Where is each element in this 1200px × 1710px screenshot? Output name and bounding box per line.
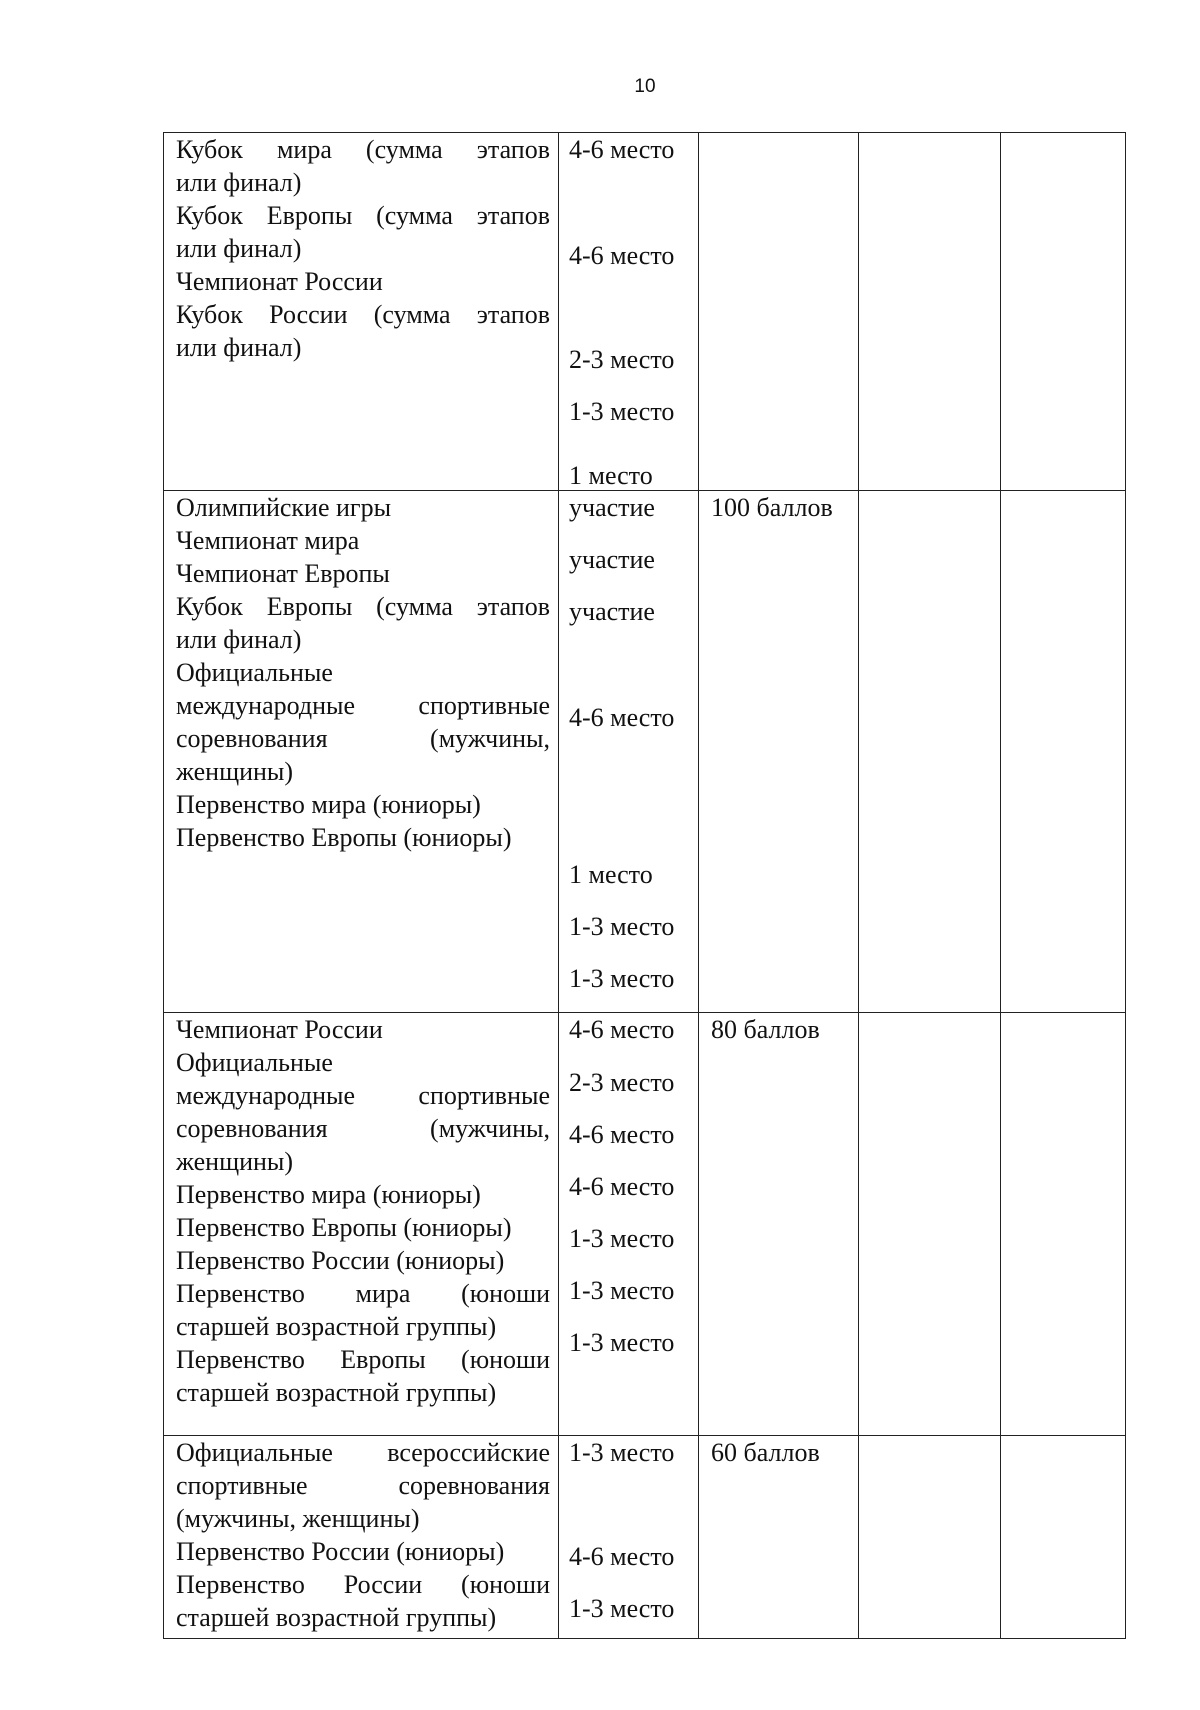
event-name-line: Первенство мира (юниоры): [176, 1180, 481, 1209]
event-name-line: женщины): [176, 757, 294, 786]
event-name-line: Официальные всероссийские: [176, 1438, 550, 1467]
place-value: 1-3 место: [569, 964, 675, 993]
event-name-line: международные спортивные: [176, 691, 550, 720]
event-name-line: старшей возрастной группы): [176, 1378, 497, 1407]
event-name-line: или финал): [176, 625, 302, 654]
extra-cell-1: [859, 491, 1001, 1013]
table-row: [164, 1013, 1126, 1436]
place-value: 1-3 место: [569, 1328, 675, 1357]
extra-cell-2: [1001, 1436, 1126, 1639]
place-value: 1-3 место: [569, 1224, 675, 1253]
place-value: участие: [569, 597, 655, 626]
event-name-line: Первенство России (юниоры): [176, 1537, 505, 1566]
place-value: 2-3 место: [569, 345, 675, 374]
table-row: [164, 133, 1126, 491]
event-name-line: Чемпионат мира: [176, 526, 360, 555]
event-name-line: Чемпионат России: [176, 1015, 383, 1044]
event-name-line: Официальные: [176, 1048, 333, 1077]
event-name-line: Чемпионат Европы: [176, 559, 390, 588]
event-name-line: Чемпионат России: [176, 267, 383, 296]
place-value: 1-3 место: [569, 912, 675, 941]
points-cell: [699, 133, 859, 491]
place-value: 4-6 место: [569, 1120, 675, 1149]
event-name-line: Кубок Европы (сумма этапов: [176, 201, 550, 230]
place-value: 4-6 место: [569, 1542, 675, 1571]
event-name-line: соревнования (мужчины,: [176, 724, 550, 753]
event-name-line: женщины): [176, 1147, 294, 1176]
event-name-line: старшей возрастной группы): [176, 1603, 497, 1632]
event-name-line: Первенство мира (юноши: [176, 1279, 550, 1308]
event-name-line: Первенство России (юноши: [176, 1570, 550, 1599]
place-value: 4-6 место: [569, 135, 675, 164]
points-cell: 80 баллов: [699, 1013, 859, 1436]
event-name-line: Первенство мира (юниоры): [176, 790, 481, 819]
points-cell: 100 баллов: [699, 491, 859, 1013]
event-name-line: Олимпийские игры: [176, 493, 392, 522]
extra-cell-1: [859, 1436, 1001, 1639]
place-value: 1 место: [569, 860, 653, 889]
event-name-line: (мужчины, женщины): [176, 1504, 420, 1533]
page-number: 10: [634, 76, 656, 97]
place-cell: [559, 1436, 699, 1639]
place-value: 4-6 место: [569, 1172, 675, 1201]
place-cell: [559, 1013, 699, 1436]
event-name-line: Первенство Европы (юниоры): [176, 1213, 512, 1242]
event-cell: [164, 1013, 559, 1436]
event-name-line: Первенство Европы (юниоры): [176, 823, 512, 852]
table-row: [164, 1436, 1126, 1639]
event-name-line: соревнования (мужчины,: [176, 1114, 550, 1143]
results-table: [163, 132, 1126, 1639]
event-name-line: Кубок Европы (сумма этапов: [176, 592, 550, 621]
event-name-line: старшей возрастной группы): [176, 1312, 497, 1341]
place-value: 1-3 место: [569, 397, 675, 426]
event-name-line: Первенство Европы (юноши: [176, 1345, 550, 1374]
event-cell: [164, 491, 559, 1013]
event-name-line: или финал): [176, 168, 302, 197]
event-name-line: Первенство России (юниоры): [176, 1246, 505, 1275]
place-value: участие: [569, 493, 655, 522]
place-cell: [559, 491, 699, 1013]
place-value: 1 место: [569, 461, 653, 490]
event-name-line: или финал): [176, 333, 302, 362]
place-value: 1-3 место: [569, 1438, 675, 1467]
event-cell: [164, 1436, 559, 1639]
place-value: 1-3 место: [569, 1276, 675, 1305]
place-value: 4-6 место: [569, 1015, 675, 1044]
extra-cell-2: [1001, 1013, 1126, 1436]
extra-cell-1: [859, 1013, 1001, 1436]
extra-cell-2: [1001, 133, 1126, 491]
table-row: [164, 491, 1126, 1013]
event-name-line: Кубок мира (сумма этапов: [176, 135, 550, 164]
event-name-line: Кубок России (сумма этапов: [176, 300, 550, 329]
points-cell: 60 баллов: [699, 1436, 859, 1639]
place-cell: [559, 133, 699, 491]
event-name-line: или финал): [176, 234, 302, 263]
event-cell: [164, 133, 559, 491]
place-value: 1-3 место: [569, 1594, 675, 1623]
event-name-line: Официальные: [176, 658, 333, 687]
place-value: 2-3 место: [569, 1068, 675, 1097]
place-value: участие: [569, 545, 655, 574]
place-value: 4-6 место: [569, 703, 675, 732]
event-name-line: международные спортивные: [176, 1081, 550, 1110]
extra-cell-1: [859, 133, 1001, 491]
place-value: 4-6 место: [569, 241, 675, 270]
extra-cell-2: [1001, 491, 1126, 1013]
event-name-line: спортивные соревнования: [176, 1471, 550, 1500]
